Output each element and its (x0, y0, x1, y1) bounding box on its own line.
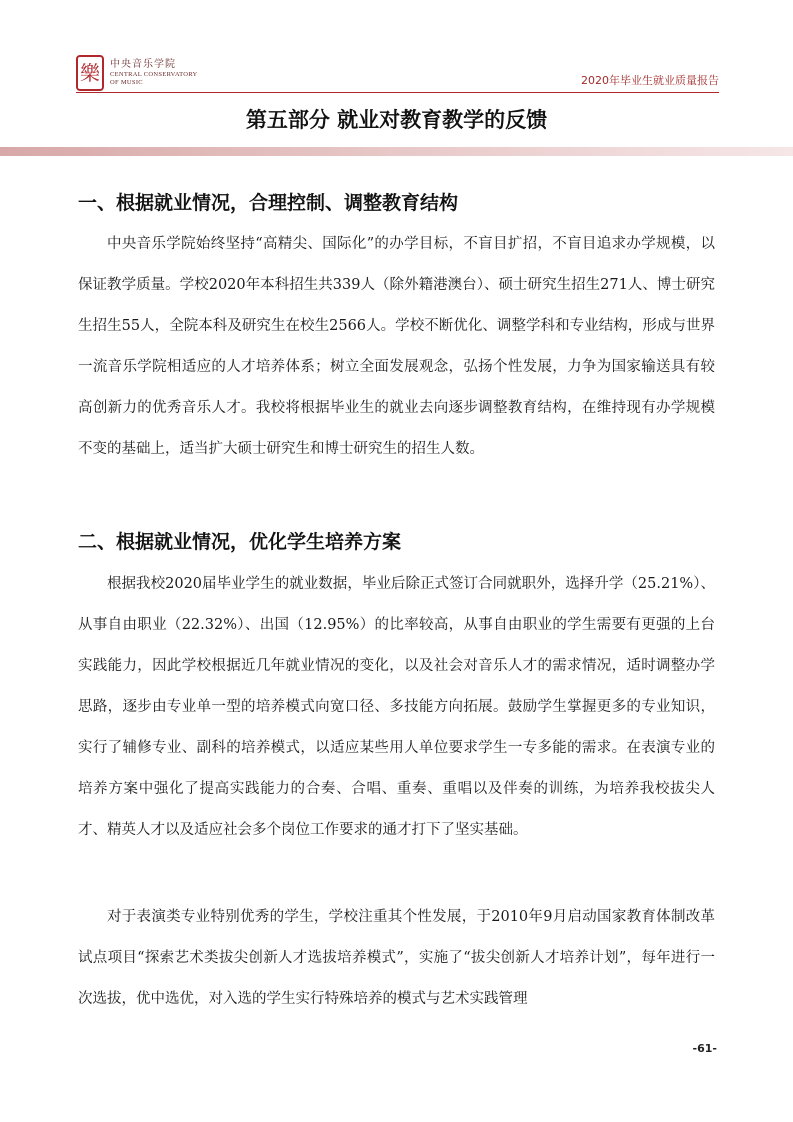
section-2-paragraph-1: 根据我校2020届毕业学生的就业数据，毕业后除正式签订合同就职外，选择升学（25.21%）、从事自由职业（22.32%）、出国（12.95%）的比率较高，从事自由职业的学生需要有更强的上台实践能力，因此学校根据近几年就业情况的变化，以及社会对音乐人才的需求情况，适时调整办学思路，逐步由专业单一型的培养模式向宽口径、多技能方向拓展。鼓励学生掌握更多的专业知识，实行了辅修专业、副科的培养模式，以适应某些用人单位要求学生一专多能的需求。在表演专业的培养方案中强化了提高实践能力的合奏、合唱、重奏、重唱以及伴奏的训练，为培养我校拔尖人才、精英人才以及适应社会多个岗位工作要求的通才打下了坚实基础。 (78, 576, 715, 838)
section-2-paragraph-2: 对于表演类专业特别优秀的学生，学校注重其个性发展，于2010年9月启动国家教育体制改革试点项目“探索艺术类拔尖创新人才选拔培养模式”，实施了“拔尖创新人才培养计划”，每年进行一次选拔，优中选优，对入选的学生实行特殊培养的模式与艺术实践管理 (78, 909, 715, 1007)
page-number: -61- (692, 1042, 717, 1055)
section-heading-1: 一、根据就业情况，合理控制、调整教育结构 (78, 192, 459, 214)
conservatory-logo (76, 55, 198, 91)
logo-chinese-name: 中央音乐学院 (110, 59, 176, 70)
header-divider (76, 92, 719, 93)
part-title: 第五部分 就业对教育教学的反馈 (245, 108, 548, 132)
title-band (0, 147, 793, 156)
logo-english-name-line1: CENTRAL CONSERVATORY (110, 71, 198, 78)
section-1-paragraph: 中央音乐学院始终坚持“高精尖、国际化”的办学目标，不盲目扩招，不盲目追求办学规模，以保证教学质量。学校2020年本科招生共339人（除外籍港澳台）、硕士研究生招生271人、博士研究生招生55人，全院本科及研究生在校生2566人。学校不断优化、调整学科和专业结构，形成与世界一流音乐学院相适应的人才培养体系；树立全面发展观念，弘扬个性发展，力争为国家输送具有较高创新力的优秀音乐人才。我校将根据毕业生的就业去向逐步调整教育结构，在维持现有办学规模不变的基础上，适当扩大硕士研究生和博士研究生的招生人数。 (78, 236, 715, 457)
report-title: 2020年毕业生就业质量报告 (581, 74, 719, 87)
seal-icon: 樂 (76, 55, 104, 91)
section-heading-2: 二、根据就业情况，优化学生培养方案 (78, 531, 402, 553)
page-header (0, 0, 793, 100)
logo-english-name-line2: OF MUSIC (110, 79, 143, 86)
logo-text (110, 59, 198, 87)
